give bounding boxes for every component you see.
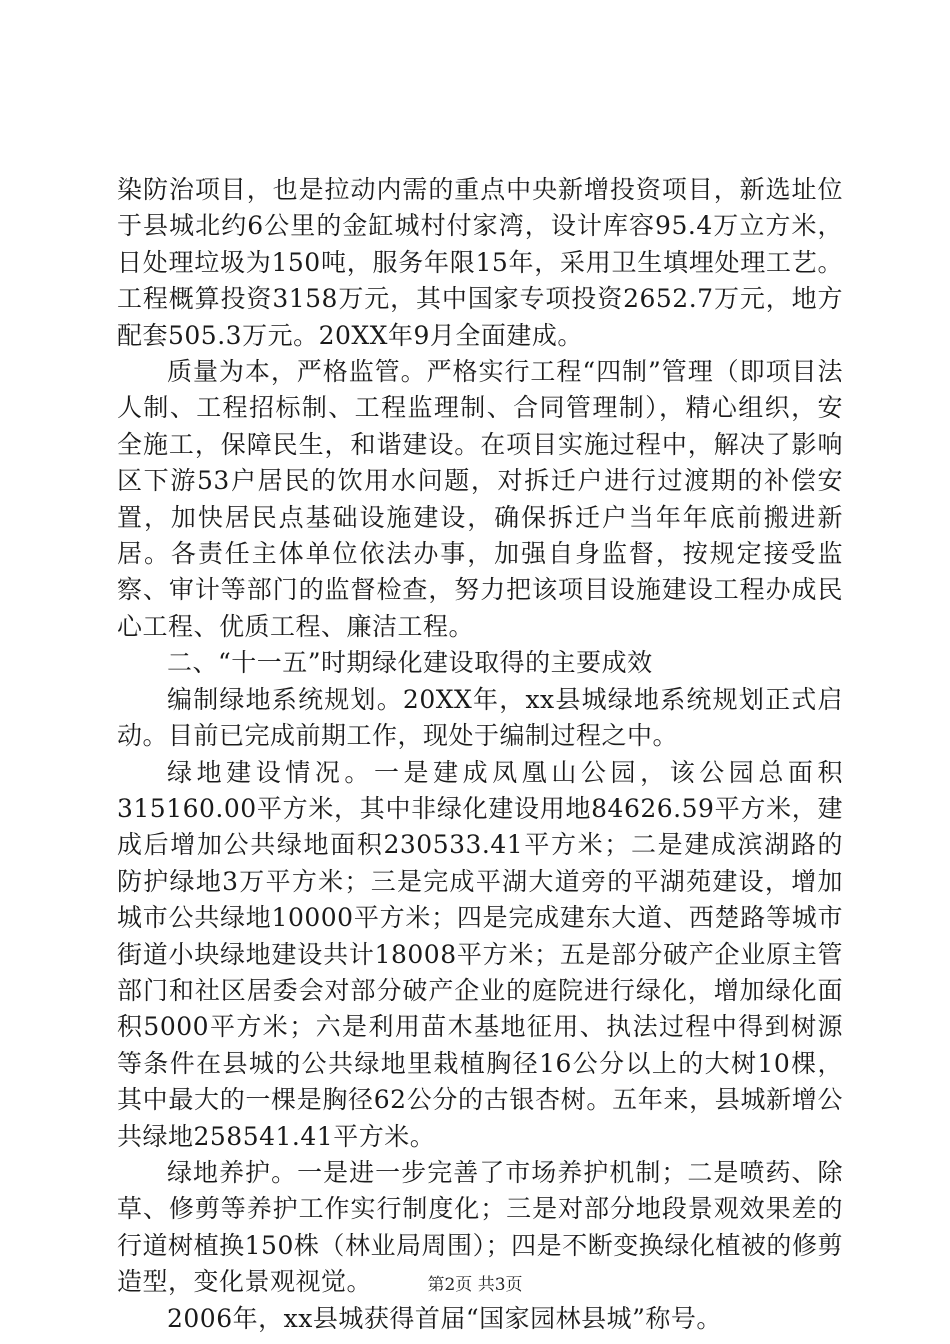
paragraph-green-construction: 绿地建设情况。一是建成凤凰山公园，该公园总面积315160.00平方米，其中非绿化建设用地84626.59平方米，建成后增加公共绿地面积230533.41平方米；二是建成滨湖路的防护绿地3万平方米；三是完成平湖大道旁的平湖苑建设，增加城市公共绿地10000平方米；四是完成建东大道、西楚路等城市街道小块绿地建设共计18008平方米；五是部分破产企业原主管部门和社区居委会对部分破产企业的庭院进行绿化，增加绿化面积5000平方米；六是利用苗木基地征用、执法过程中得到树源等条件在县城的公共绿地里栽植胸径16公分以上的大树10棵，其中最大的一棵是胸径62公分的古银杏树。五年来，县城新增公共绿地258541.41平方米。: [117, 757, 843, 1151]
paragraph-landfill-project: 染防治项目，也是拉动内需的重点中央新增投资项目，新选址位于县城北约6公里的金缸城村付家湾，设计库容95.4万立方米，日处理垃圾为150吨，服务年限15年，采用卫生填埋处理工艺。工程概算投资3158万元，其中国家专项投资2652.7万元，地方配套505.3万元。20XX年9月全面建成。: [117, 175, 843, 350]
page-number-footer: 第2页 共3页: [427, 1275, 523, 1295]
paragraph-green-system-plan: 编制绿地系统规划。20XX年，xx县城绿地系统规划正式启动。目前已完成前期工作，现处于编制过程之中。: [117, 684, 843, 751]
paragraph-quality-supervision: 质量为本，严格监管。严格实行工程“四制”管理（即项目法人制、工程招标制、工程监理制、合同管理制），精心组织，安全施工，保障民生，和谐建设。在项目实施过程中，解决了影响区下游53户居民的饮用水问题，对拆迁户进行过渡期的补偿安置，加快居民点基础设施建设，确保拆迁户当年年底前搬进新居。各责任主体单位依法办事，加强自身监督，按规定接受监察、审计等部门的监督检查，努力把该项目设施建设工程办成民心工程、优质工程、廉洁工程。: [117, 357, 843, 641]
paragraph-garden-county-award: 2006年，xx县城获得首届“国家园林县城”称号。: [167, 1303, 722, 1333]
section-heading-greening-results: 二、“十一五”时期绿化建设取得的主要成效: [167, 648, 653, 678]
document-body: [117, 172, 843, 1337]
paragraph-green-maintenance: 绿地养护。一是进一步完善了市场养护机制；二是喷药、除草、修剪等养护工作实行制度化；三是对部分地段景观效果差的行道树植换150株（林业局周围）；四是不断变换绿化植被的修剪造型，变化景观视觉。: [117, 1157, 843, 1297]
